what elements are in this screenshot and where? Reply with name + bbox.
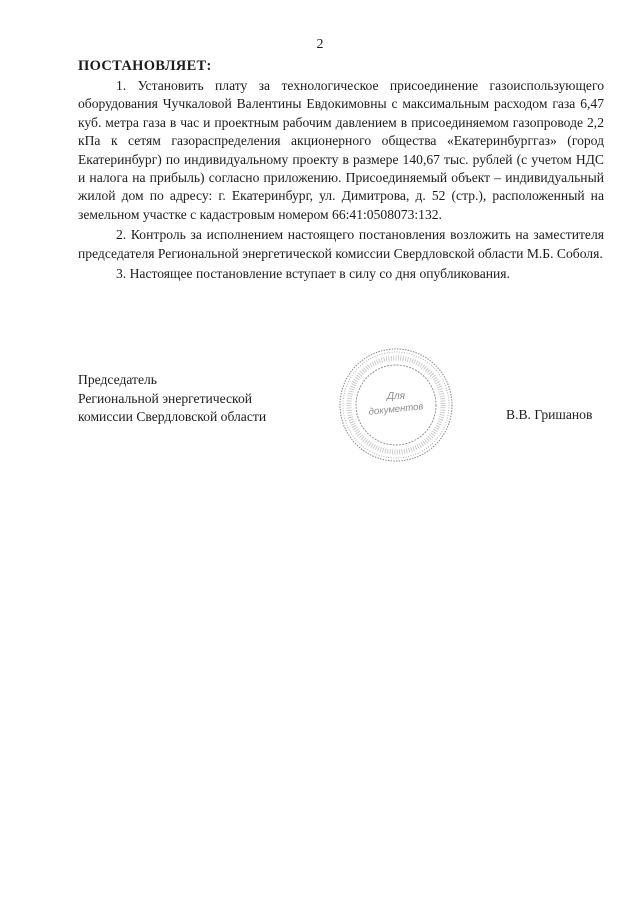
signatory-name: В.В. Гришанов — [506, 407, 593, 422]
stamp-text-line-2: документов — [368, 401, 424, 418]
signatory-title-line-1: Председатель — [78, 372, 157, 387]
resolution-heading: ПОСТАНОВЛЯЕТ: — [78, 58, 212, 74]
page-number: 2 — [316, 37, 324, 52]
resolution-body — [78, 77, 604, 285]
signatory-title-line-3: комиссии Свердловской области — [78, 409, 267, 425]
official-stamp — [336, 345, 456, 465]
paragraph-1: 1. Установить плату за технологическое присоединение газоиспользующего оборудования Чучкаловой Валентины Евдокимовны с максимальным расходом газа 6,47 куб. метра газа в час и проектным рабочим давлением в присоединяемом газопроводе 2,2 кПа к сетям газораспределения акционерного общества «Екатеринбурггаз» (город Екатеринбург) по индивидуальному проекту в размере 140,67 тыс. рублей (с учетом НДС и налога на прибыль) согласно приложению. Присоединяемый объект – индивидуальный жилой дом по адресу: г. Екатеринбург, ул. Димитрова, д. 52 (стр.), расположенный на земельном участке с кадастровым номером 66:41:0508073:132. — [78, 78, 604, 222]
paragraph-3: 3. Настоящее постановление вступает в силу со дня опубликования. — [116, 266, 510, 282]
paragraph-2: 2. Контроль за исполнением настоящего постановления возложить на заместителя председателя Региональной энергетической комиссии Свердловской области М.Б. Соболя. — [78, 227, 604, 261]
stamp-text-line-1: Для — [386, 391, 406, 402]
signatory-title-line-2: Региональной энергетической — [78, 390, 253, 406]
signatory-title — [78, 371, 266, 427]
